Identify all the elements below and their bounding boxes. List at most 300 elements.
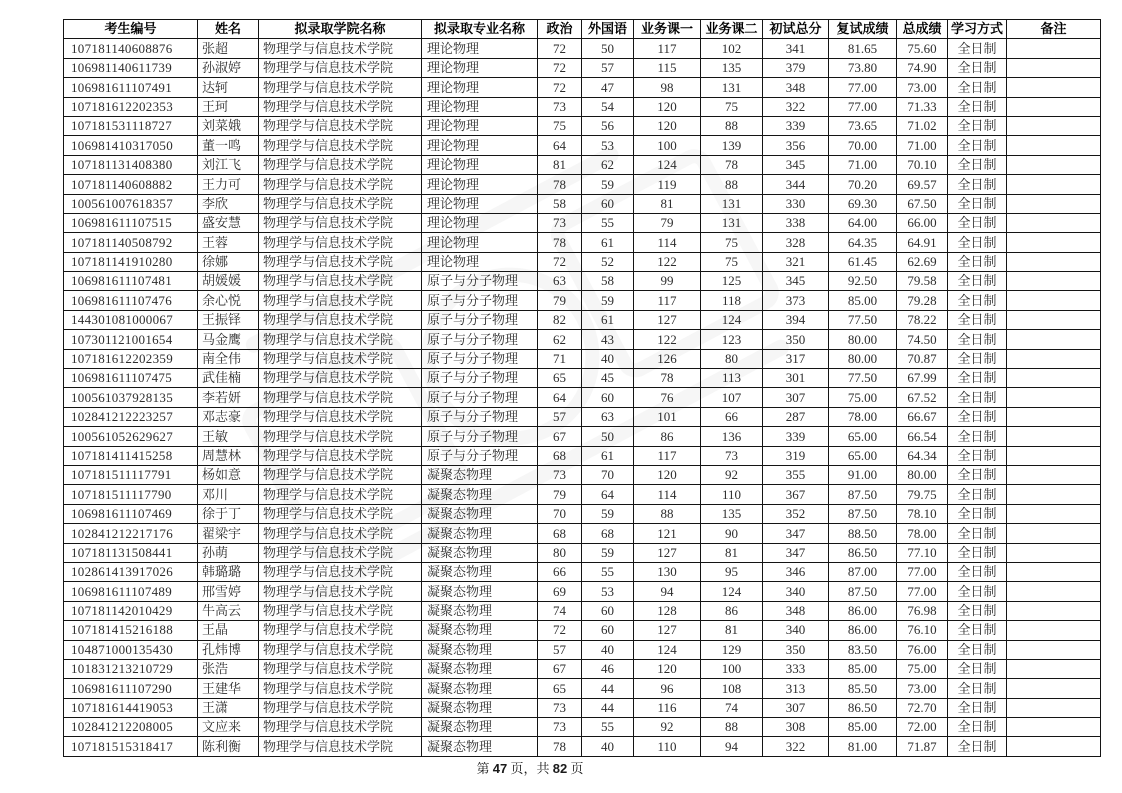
cell-retest-score: 85.00 xyxy=(829,718,897,737)
cell-candidate-no: 107181131408380 xyxy=(64,155,198,174)
cell-initial-total: 322 xyxy=(763,737,829,756)
cell-politics: 78 xyxy=(538,737,582,756)
cell-name: 王建华 xyxy=(198,679,259,698)
cell-initial-total: 333 xyxy=(763,659,829,678)
cell-foreign-language: 59 xyxy=(582,543,634,562)
cell-study-mode: 全日制 xyxy=(948,446,1007,465)
cell-college: 物理学与信息技术学院 xyxy=(259,194,422,213)
cell-remark xyxy=(1007,427,1101,446)
cell-candidate-no: 107181415216188 xyxy=(64,621,198,640)
cell-final-score: 78.00 xyxy=(897,524,948,543)
cell-initial-total: 308 xyxy=(763,718,829,737)
cell-course-two: 139 xyxy=(701,136,763,155)
table-row xyxy=(64,621,1101,640)
cell-course-one: 128 xyxy=(634,601,701,620)
cell-candidate-no: 102861413917026 xyxy=(64,562,198,581)
cell-name: 陈利衡 xyxy=(198,737,259,756)
cell-politics: 75 xyxy=(538,116,582,135)
cell-college: 物理学与信息技术学院 xyxy=(259,175,422,194)
cell-retest-score: 71.00 xyxy=(829,155,897,174)
table-row xyxy=(64,601,1101,620)
cell-foreign-language: 68 xyxy=(582,524,634,543)
cell-major: 原子与分子物理 xyxy=(422,272,538,291)
cell-candidate-no: 102841212208005 xyxy=(64,718,198,737)
cell-candidate-no: 100561037928135 xyxy=(64,388,198,407)
cell-final-score: 77.10 xyxy=(897,543,948,562)
cell-major: 理论物理 xyxy=(422,78,538,97)
table-row xyxy=(64,465,1101,484)
cell-study-mode: 全日制 xyxy=(948,407,1007,426)
cell-retest-score: 87.50 xyxy=(829,485,897,504)
table-row xyxy=(64,698,1101,717)
table-row xyxy=(64,659,1101,678)
cell-retest-score: 86.00 xyxy=(829,601,897,620)
cell-foreign-language: 59 xyxy=(582,291,634,310)
cell-college: 物理学与信息技术学院 xyxy=(259,213,422,232)
cell-college: 物理学与信息技术学院 xyxy=(259,485,422,504)
cell-foreign-language: 59 xyxy=(582,504,634,523)
cell-course-two: 107 xyxy=(701,388,763,407)
cell-major: 理论物理 xyxy=(422,155,538,174)
table-row xyxy=(64,97,1101,116)
cell-foreign-language: 44 xyxy=(582,698,634,717)
cell-candidate-no: 102841212223257 xyxy=(64,407,198,426)
cell-remark xyxy=(1007,465,1101,484)
col-header-initial-total: 初试总分 xyxy=(763,20,829,39)
cell-course-two: 94 xyxy=(701,737,763,756)
cell-politics: 68 xyxy=(538,446,582,465)
cell-study-mode: 全日制 xyxy=(948,330,1007,349)
cell-politics: 72 xyxy=(538,39,582,58)
col-header-name: 姓名 xyxy=(198,20,259,39)
footer-prefix: 第 xyxy=(476,761,493,776)
cell-foreign-language: 46 xyxy=(582,659,634,678)
cell-retest-score: 77.50 xyxy=(829,369,897,388)
cell-retest-score: 88.50 xyxy=(829,524,897,543)
cell-study-mode: 全日制 xyxy=(948,252,1007,271)
cell-final-score: 78.10 xyxy=(897,504,948,523)
cell-initial-total: 345 xyxy=(763,155,829,174)
cell-college: 物理学与信息技术学院 xyxy=(259,427,422,446)
cell-major: 凝聚态物理 xyxy=(422,504,538,523)
cell-study-mode: 全日制 xyxy=(948,659,1007,678)
cell-course-one: 120 xyxy=(634,116,701,135)
cell-college: 物理学与信息技术学院 xyxy=(259,446,422,465)
cell-remark xyxy=(1007,78,1101,97)
cell-politics: 66 xyxy=(538,562,582,581)
cell-politics: 78 xyxy=(538,175,582,194)
cell-foreign-language: 50 xyxy=(582,39,634,58)
cell-initial-total: 356 xyxy=(763,136,829,155)
cell-course-two: 74 xyxy=(701,698,763,717)
cell-study-mode: 全日制 xyxy=(948,155,1007,174)
cell-remark xyxy=(1007,349,1101,368)
cell-course-two: 88 xyxy=(701,116,763,135)
cell-candidate-no: 107181140608876 xyxy=(64,39,198,58)
cell-course-two: 80 xyxy=(701,349,763,368)
cell-name: 武佳楠 xyxy=(198,369,259,388)
cell-final-score: 73.00 xyxy=(897,78,948,97)
cell-study-mode: 全日制 xyxy=(948,175,1007,194)
cell-candidate-no: 106981611107491 xyxy=(64,78,198,97)
cell-final-score: 76.98 xyxy=(897,601,948,620)
cell-college: 物理学与信息技术学院 xyxy=(259,39,422,58)
cell-college: 物理学与信息技术学院 xyxy=(259,621,422,640)
cell-college: 物理学与信息技术学院 xyxy=(259,504,422,523)
cell-course-one: 119 xyxy=(634,175,701,194)
table-row xyxy=(64,543,1101,562)
cell-course-one: 117 xyxy=(634,446,701,465)
cell-course-one: 110 xyxy=(634,737,701,756)
cell-major: 理论物理 xyxy=(422,175,538,194)
cell-name: 刘菜娥 xyxy=(198,116,259,135)
cell-remark xyxy=(1007,698,1101,717)
cell-final-score: 72.70 xyxy=(897,698,948,717)
cell-foreign-language: 52 xyxy=(582,252,634,271)
col-header-course-one: 业务课一 xyxy=(634,20,701,39)
cell-initial-total: 338 xyxy=(763,213,829,232)
cell-study-mode: 全日制 xyxy=(948,698,1007,717)
cell-major: 凝聚态物理 xyxy=(422,698,538,717)
cell-college: 物理学与信息技术学院 xyxy=(259,465,422,484)
cell-initial-total: 344 xyxy=(763,175,829,194)
cell-politics: 69 xyxy=(538,582,582,601)
cell-course-one: 92 xyxy=(634,718,701,737)
cell-final-score: 78.22 xyxy=(897,310,948,329)
cell-retest-score: 83.50 xyxy=(829,640,897,659)
cell-college: 物理学与信息技术学院 xyxy=(259,291,422,310)
cell-initial-total: 339 xyxy=(763,427,829,446)
cell-course-one: 99 xyxy=(634,272,701,291)
cell-remark xyxy=(1007,97,1101,116)
cell-foreign-language: 59 xyxy=(582,175,634,194)
cell-name: 王珂 xyxy=(198,97,259,116)
cell-name: 孙萌 xyxy=(198,543,259,562)
cell-remark xyxy=(1007,485,1101,504)
cell-name: 王敏 xyxy=(198,427,259,446)
cell-foreign-language: 55 xyxy=(582,718,634,737)
cell-candidate-no: 107181411415258 xyxy=(64,446,198,465)
cell-remark xyxy=(1007,679,1101,698)
cell-final-score: 71.00 xyxy=(897,136,948,155)
cell-remark xyxy=(1007,582,1101,601)
col-header-politics: 政治 xyxy=(538,20,582,39)
cell-retest-score: 77.50 xyxy=(829,310,897,329)
cell-college: 物理学与信息技术学院 xyxy=(259,562,422,581)
cell-study-mode: 全日制 xyxy=(948,194,1007,213)
cell-remark xyxy=(1007,601,1101,620)
table-row xyxy=(64,349,1101,368)
table-row xyxy=(64,718,1101,737)
cell-course-two: 73 xyxy=(701,446,763,465)
cell-course-two: 75 xyxy=(701,252,763,271)
cell-politics: 82 xyxy=(538,310,582,329)
cell-remark xyxy=(1007,252,1101,271)
cell-final-score: 71.33 xyxy=(897,97,948,116)
cell-final-score: 66.00 xyxy=(897,213,948,232)
cell-retest-score: 87.00 xyxy=(829,562,897,581)
cell-college: 物理学与信息技术学院 xyxy=(259,679,422,698)
cell-study-mode: 全日制 xyxy=(948,601,1007,620)
cell-foreign-language: 50 xyxy=(582,427,634,446)
cell-college: 物理学与信息技术学院 xyxy=(259,116,422,135)
cell-major: 理论物理 xyxy=(422,233,538,252)
col-header-major: 拟录取专业名称 xyxy=(422,20,538,39)
footer-total-pages: 82 xyxy=(552,761,568,776)
cell-initial-total: 347 xyxy=(763,524,829,543)
cell-course-two: 131 xyxy=(701,213,763,232)
cell-course-two: 81 xyxy=(701,621,763,640)
cell-major: 凝聚态物理 xyxy=(422,485,538,504)
cell-name: 孔炜博 xyxy=(198,640,259,659)
cell-retest-score: 70.00 xyxy=(829,136,897,155)
cell-major: 原子与分子物理 xyxy=(422,330,538,349)
cell-initial-total: 328 xyxy=(763,233,829,252)
cell-name: 马金鹰 xyxy=(198,330,259,349)
cell-study-mode: 全日制 xyxy=(948,369,1007,388)
cell-candidate-no: 106981611107469 xyxy=(64,504,198,523)
cell-course-two: 75 xyxy=(701,97,763,116)
cell-retest-score: 70.20 xyxy=(829,175,897,194)
table-row xyxy=(64,136,1101,155)
cell-major: 原子与分子物理 xyxy=(422,291,538,310)
cell-foreign-language: 53 xyxy=(582,582,634,601)
cell-study-mode: 全日制 xyxy=(948,349,1007,368)
col-header-foreign-language: 外国语 xyxy=(582,20,634,39)
cell-name: 王振铎 xyxy=(198,310,259,329)
cell-initial-total: 345 xyxy=(763,272,829,291)
cell-course-two: 88 xyxy=(701,175,763,194)
cell-college: 物理学与信息技术学院 xyxy=(259,349,422,368)
cell-final-score: 69.57 xyxy=(897,175,948,194)
cell-initial-total: 347 xyxy=(763,543,829,562)
cell-major: 理论物理 xyxy=(422,194,538,213)
cell-college: 物理学与信息技术学院 xyxy=(259,310,422,329)
cell-study-mode: 全日制 xyxy=(948,78,1007,97)
cell-college: 物理学与信息技术学院 xyxy=(259,524,422,543)
cell-retest-score: 81.00 xyxy=(829,737,897,756)
cell-politics: 65 xyxy=(538,679,582,698)
cell-study-mode: 全日制 xyxy=(948,621,1007,640)
cell-major: 理论物理 xyxy=(422,136,538,155)
cell-remark xyxy=(1007,194,1101,213)
cell-initial-total: 394 xyxy=(763,310,829,329)
cell-course-two: 108 xyxy=(701,679,763,698)
cell-remark xyxy=(1007,39,1101,58)
cell-remark xyxy=(1007,233,1101,252)
cell-candidate-no: 107181140608882 xyxy=(64,175,198,194)
table-row xyxy=(64,504,1101,523)
cell-candidate-no: 107181140508792 xyxy=(64,233,198,252)
cell-course-two: 124 xyxy=(701,310,763,329)
cell-final-score: 71.02 xyxy=(897,116,948,135)
cell-retest-score: 78.00 xyxy=(829,407,897,426)
table-row xyxy=(64,737,1101,756)
cell-foreign-language: 54 xyxy=(582,97,634,116)
cell-final-score: 64.91 xyxy=(897,233,948,252)
cell-initial-total: 321 xyxy=(763,252,829,271)
cell-major: 凝聚态物理 xyxy=(422,718,538,737)
cell-politics: 73 xyxy=(538,465,582,484)
cell-politics: 62 xyxy=(538,330,582,349)
cell-course-one: 88 xyxy=(634,504,701,523)
cell-college: 物理学与信息技术学院 xyxy=(259,640,422,659)
cell-retest-score: 87.50 xyxy=(829,582,897,601)
cell-candidate-no: 100561007618357 xyxy=(64,194,198,213)
cell-course-one: 127 xyxy=(634,310,701,329)
cell-retest-score: 65.00 xyxy=(829,446,897,465)
cell-course-one: 76 xyxy=(634,388,701,407)
cell-course-two: 81 xyxy=(701,543,763,562)
cell-name: 文应来 xyxy=(198,718,259,737)
cell-course-one: 122 xyxy=(634,252,701,271)
cell-candidate-no: 106981611107475 xyxy=(64,369,198,388)
cell-politics: 73 xyxy=(538,718,582,737)
cell-remark xyxy=(1007,640,1101,659)
cell-name: 达轲 xyxy=(198,78,259,97)
cell-college: 物理学与信息技术学院 xyxy=(259,58,422,77)
cell-major: 凝聚态物理 xyxy=(422,465,538,484)
cell-course-two: 113 xyxy=(701,369,763,388)
cell-foreign-language: 70 xyxy=(582,465,634,484)
cell-college: 物理学与信息技术学院 xyxy=(259,601,422,620)
page-footer xyxy=(0,758,1060,777)
cell-name: 徐娜 xyxy=(198,252,259,271)
cell-study-mode: 全日制 xyxy=(948,213,1007,232)
cell-study-mode: 全日制 xyxy=(948,737,1007,756)
table-row xyxy=(64,58,1101,77)
cell-college: 物理学与信息技术学院 xyxy=(259,155,422,174)
cell-major: 理论物理 xyxy=(422,39,538,58)
table-row xyxy=(64,330,1101,349)
cell-name: 董一鸣 xyxy=(198,136,259,155)
cell-course-two: 95 xyxy=(701,562,763,581)
cell-retest-score: 87.50 xyxy=(829,504,897,523)
cell-initial-total: 348 xyxy=(763,601,829,620)
table-row xyxy=(64,116,1101,135)
table-row xyxy=(64,427,1101,446)
cell-course-one: 126 xyxy=(634,349,701,368)
cell-candidate-no: 101831213210729 xyxy=(64,659,198,678)
cell-initial-total: 373 xyxy=(763,291,829,310)
cell-remark xyxy=(1007,175,1101,194)
cell-foreign-language: 61 xyxy=(582,233,634,252)
cell-politics: 72 xyxy=(538,252,582,271)
cell-course-one: 120 xyxy=(634,97,701,116)
cell-initial-total: 307 xyxy=(763,698,829,717)
cell-remark xyxy=(1007,291,1101,310)
cell-politics: 65 xyxy=(538,369,582,388)
cell-course-one: 124 xyxy=(634,640,701,659)
cell-major: 凝聚态物理 xyxy=(422,659,538,678)
cell-course-one: 94 xyxy=(634,582,701,601)
table-row xyxy=(64,388,1101,407)
col-header-retest-score: 复试成绩 xyxy=(829,20,897,39)
table-row xyxy=(64,310,1101,329)
cell-final-score: 66.67 xyxy=(897,407,948,426)
cell-initial-total: 340 xyxy=(763,582,829,601)
cell-candidate-no: 106981611107290 xyxy=(64,679,198,698)
cell-foreign-language: 47 xyxy=(582,78,634,97)
cell-final-score: 70.87 xyxy=(897,349,948,368)
cell-college: 物理学与信息技术学院 xyxy=(259,252,422,271)
cell-course-one: 114 xyxy=(634,485,701,504)
cell-retest-score: 86.50 xyxy=(829,698,897,717)
cell-final-score: 79.58 xyxy=(897,272,948,291)
cell-politics: 79 xyxy=(538,485,582,504)
cell-name: 盛安慧 xyxy=(198,213,259,232)
cell-course-two: 86 xyxy=(701,601,763,620)
cell-candidate-no: 106981611107515 xyxy=(64,213,198,232)
cell-initial-total: 355 xyxy=(763,465,829,484)
cell-major: 理论物理 xyxy=(422,252,538,271)
cell-course-one: 117 xyxy=(634,291,701,310)
cell-politics: 72 xyxy=(538,78,582,97)
cell-major: 凝聚态物理 xyxy=(422,601,538,620)
cell-course-two: 75 xyxy=(701,233,763,252)
cell-politics: 81 xyxy=(538,155,582,174)
cell-course-one: 122 xyxy=(634,330,701,349)
cell-course-one: 98 xyxy=(634,78,701,97)
cell-name: 徐于丁 xyxy=(198,504,259,523)
cell-candidate-no: 107181531118727 xyxy=(64,116,198,135)
cell-candidate-no: 106981611107481 xyxy=(64,272,198,291)
cell-study-mode: 全日制 xyxy=(948,718,1007,737)
cell-retest-score: 73.80 xyxy=(829,58,897,77)
cell-remark xyxy=(1007,272,1101,291)
cell-study-mode: 全日制 xyxy=(948,136,1007,155)
cell-major: 凝聚态物理 xyxy=(422,524,538,543)
cell-politics: 72 xyxy=(538,58,582,77)
cell-major: 凝聚态物理 xyxy=(422,562,538,581)
cell-course-two: 124 xyxy=(701,582,763,601)
cell-initial-total: 350 xyxy=(763,330,829,349)
cell-course-one: 130 xyxy=(634,562,701,581)
cell-foreign-language: 40 xyxy=(582,349,634,368)
cell-study-mode: 全日制 xyxy=(948,291,1007,310)
cell-course-one: 121 xyxy=(634,524,701,543)
cell-course-one: 101 xyxy=(634,407,701,426)
cell-college: 物理学与信息技术学院 xyxy=(259,698,422,717)
cell-final-score: 77.00 xyxy=(897,582,948,601)
cell-remark xyxy=(1007,369,1101,388)
cell-remark xyxy=(1007,116,1101,135)
cell-foreign-language: 44 xyxy=(582,679,634,698)
cell-initial-total: 350 xyxy=(763,640,829,659)
cell-final-score: 75.60 xyxy=(897,39,948,58)
cell-final-score: 76.00 xyxy=(897,640,948,659)
cell-course-one: 127 xyxy=(634,543,701,562)
cell-major: 凝聚态物理 xyxy=(422,582,538,601)
table-row xyxy=(64,78,1101,97)
cell-study-mode: 全日制 xyxy=(948,582,1007,601)
cell-study-mode: 全日制 xyxy=(948,485,1007,504)
cell-politics: 68 xyxy=(538,524,582,543)
cell-initial-total: 348 xyxy=(763,78,829,97)
cell-study-mode: 全日制 xyxy=(948,233,1007,252)
cell-name: 翟梁宇 xyxy=(198,524,259,543)
table-row xyxy=(64,194,1101,213)
cell-course-two: 131 xyxy=(701,78,763,97)
cell-initial-total: 319 xyxy=(763,446,829,465)
cell-politics: 57 xyxy=(538,407,582,426)
cell-remark xyxy=(1007,388,1101,407)
cell-major: 理论物理 xyxy=(422,58,538,77)
cell-final-score: 67.99 xyxy=(897,369,948,388)
cell-name: 王力可 xyxy=(198,175,259,194)
cell-study-mode: 全日制 xyxy=(948,116,1007,135)
cell-politics: 74 xyxy=(538,601,582,620)
